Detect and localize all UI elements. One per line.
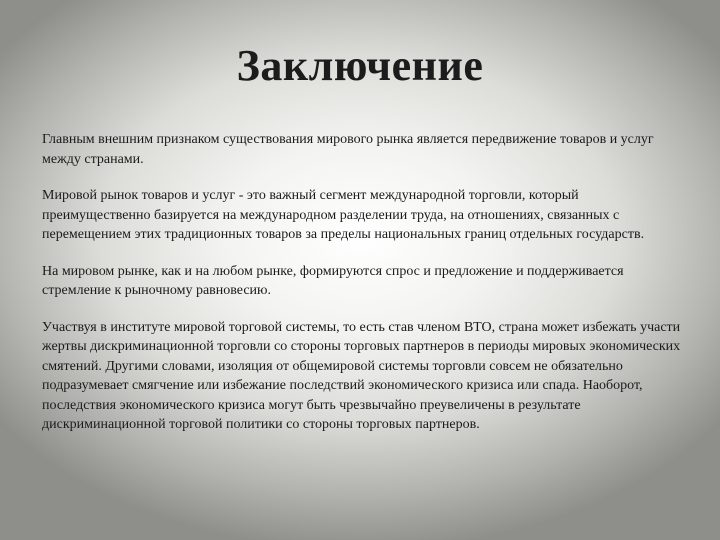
slide-body [42,130,682,452]
paragraph-3: На мировом рынке, как и на любом рынке, формируются спрос и предложение и поддерживается стремление к рыночному равновесию. [42,263,624,298]
paragraph-4: Участвуя в институте мировой торговой системы, то есть став членом ВТО, страна может избежать участи жертвы дискриминационной торговли со стороны торговых партнеров в периоды мировых экономических смятений. Другими словами, изоляция от общемировой системы торговли совсем не обязательно подразумевает смягчение или избежание последствий экономического кризиса или спада. Наоборот, последствия экономического кризиса могут быть чрезвычайно преувеличены в результате дискриминационной торговой политики со стороны торговых партнеров. [42,319,681,432]
paragraph-1: Главным внешним признаком существования мирового рынка является передвижение товаров и услуг между странами. [42,132,654,167]
paragraph-2: Мировой рынок товаров и услуг - это важный сегмент международной торговли, который преимущественно базируется на международном разделении труда, на отношениях, связанных с перемещением этих традиционных товаров за пределы национальных границ отдельных государств. [42,188,645,242]
slide-title: Заключение [236,41,484,90]
